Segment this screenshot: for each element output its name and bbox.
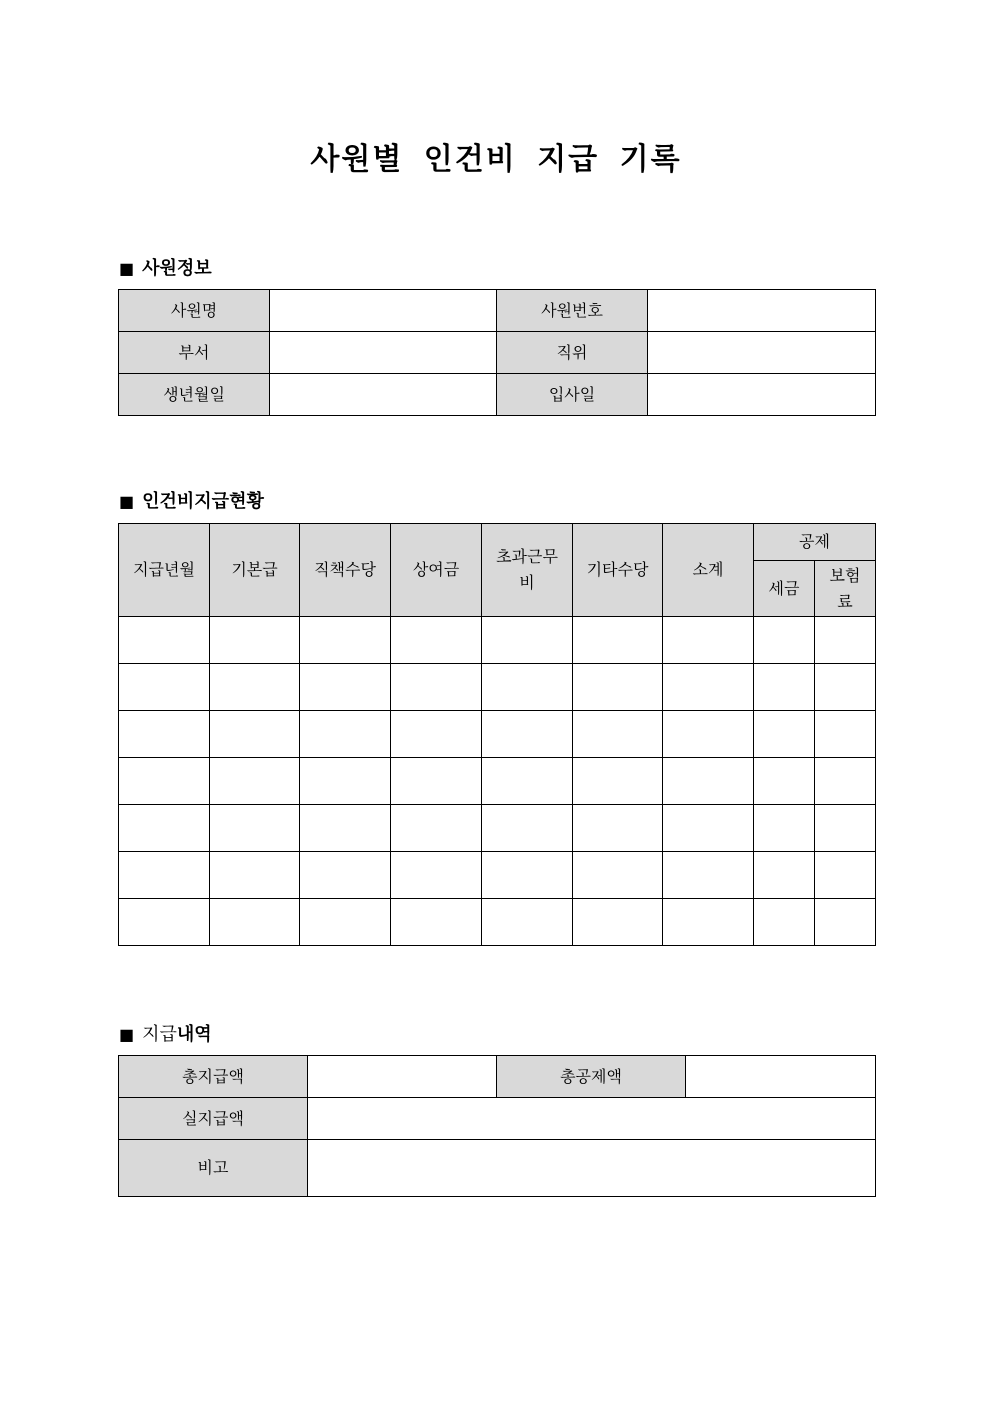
subtotal-cell[interactable] <box>663 617 754 664</box>
overtime-header <box>482 524 573 617</box>
insurance-cell[interactable] <box>815 899 876 946</box>
insurance-header-line1: 보험 <box>829 565 861 585</box>
bonus-cell[interactable] <box>391 617 482 664</box>
pay-month-cell[interactable] <box>119 805 210 852</box>
insurance-cell[interactable] <box>815 805 876 852</box>
employee-info-table <box>118 289 876 416</box>
pay-month-cell[interactable] <box>119 664 210 711</box>
position-field[interactable] <box>648 332 876 374</box>
bonus-cell[interactable] <box>391 758 482 805</box>
duty-allowance-cell[interactable] <box>300 805 391 852</box>
payment-detail-heading-part1: 지급 <box>142 1024 177 1045</box>
tax-cell[interactable] <box>754 805 815 852</box>
pay-month-header: 지급년월 <box>119 524 210 617</box>
summary-row <box>119 1098 876 1140</box>
join-date-field[interactable] <box>648 374 876 416</box>
payroll-row <box>119 617 876 664</box>
bonus-cell[interactable] <box>391 852 482 899</box>
summary-row <box>119 1056 876 1098</box>
payment-detail-heading-part2: 내역 <box>176 1024 212 1045</box>
other-allowance-cell[interactable] <box>573 805 663 852</box>
payroll-row <box>119 711 876 758</box>
other-allowance-cell[interactable] <box>573 899 663 946</box>
payment-summary-table <box>118 1055 876 1197</box>
payroll-row <box>119 758 876 805</box>
insurance-header <box>815 561 876 617</box>
insurance-cell[interactable] <box>815 758 876 805</box>
duty-allowance-cell[interactable] <box>300 664 391 711</box>
bonus-cell[interactable] <box>391 805 482 852</box>
subtotal-cell[interactable] <box>663 805 754 852</box>
base-pay-cell[interactable] <box>210 617 300 664</box>
base-pay-cell[interactable] <box>210 758 300 805</box>
subtotal-cell[interactable] <box>663 711 754 758</box>
tax-cell[interactable] <box>754 852 815 899</box>
name-label: 사원명 <box>119 290 270 332</box>
payroll-table <box>118 523 876 946</box>
remarks-label: 비고 <box>119 1140 308 1197</box>
department-field[interactable] <box>270 332 497 374</box>
bonus-cell[interactable] <box>391 664 482 711</box>
other-allowance-cell[interactable] <box>573 711 663 758</box>
overtime-cell[interactable] <box>482 664 573 711</box>
employee-info-row <box>119 290 876 332</box>
net-pay-label: 실지급액 <box>119 1098 308 1140</box>
square-bullet-icon: ■ <box>119 1025 135 1044</box>
pay-month-cell[interactable] <box>119 617 210 664</box>
birth-date-label: 생년월일 <box>119 374 270 416</box>
base-pay-cell[interactable] <box>210 852 300 899</box>
payroll-header-row <box>119 524 876 561</box>
employee-info-row <box>119 332 876 374</box>
insurance-cell[interactable] <box>815 617 876 664</box>
duty-allowance-header: 직책수당 <box>300 524 391 617</box>
payroll-status-heading <box>119 487 264 513</box>
document-title: 사원별 인건비 지급 기록 <box>310 142 682 177</box>
pay-month-cell[interactable] <box>119 852 210 899</box>
other-allowance-header: 기타수당 <box>573 524 663 617</box>
payroll-row <box>119 852 876 899</box>
tax-header: 세금 <box>754 561 815 617</box>
pay-month-cell[interactable] <box>119 899 210 946</box>
other-allowance-cell[interactable] <box>573 758 663 805</box>
payroll-status-heading-text: 인건비지급현황 <box>142 491 264 512</box>
overtime-cell[interactable] <box>482 852 573 899</box>
summary-row <box>119 1140 876 1197</box>
subtotal-cell[interactable] <box>663 899 754 946</box>
tax-cell[interactable] <box>754 758 815 805</box>
payroll-body <box>119 617 876 946</box>
total-deduction-field[interactable] <box>686 1056 876 1098</box>
overtime-cell[interactable] <box>482 758 573 805</box>
base-pay-cell[interactable] <box>210 899 300 946</box>
birth-date-field[interactable] <box>270 374 497 416</box>
subtotal-cell[interactable] <box>663 758 754 805</box>
payroll-row <box>119 664 876 711</box>
pay-month-cell[interactable] <box>119 758 210 805</box>
employee-info-heading-text: 사원정보 <box>142 258 212 279</box>
overtime-header-line2: 비 <box>519 573 535 592</box>
insurance-cell[interactable] <box>815 852 876 899</box>
employee-info-heading <box>119 254 212 280</box>
employee-id-field[interactable] <box>648 290 876 332</box>
pay-month-cell[interactable] <box>119 711 210 758</box>
employee-id-label: 사원번호 <box>497 290 648 332</box>
duty-allowance-cell[interactable] <box>300 711 391 758</box>
square-bullet-icon: ■ <box>119 492 135 511</box>
bonus-header: 상여금 <box>391 524 482 617</box>
total-pay-field[interactable] <box>308 1056 497 1098</box>
bonus-cell[interactable] <box>391 899 482 946</box>
payment-detail-heading <box>119 1020 212 1046</box>
base-pay-cell[interactable] <box>210 664 300 711</box>
total-deduction-label: 총공제액 <box>497 1056 686 1098</box>
duty-allowance-cell[interactable] <box>300 758 391 805</box>
other-allowance-cell[interactable] <box>573 852 663 899</box>
duty-allowance-cell[interactable] <box>300 899 391 946</box>
duty-allowance-cell[interactable] <box>300 617 391 664</box>
overtime-cell[interactable] <box>482 805 573 852</box>
tax-cell[interactable] <box>754 617 815 664</box>
tax-cell[interactable] <box>754 899 815 946</box>
position-label: 직위 <box>497 332 648 374</box>
overtime-header-line1: 초과근무 <box>496 547 558 566</box>
subtotal-cell[interactable] <box>663 664 754 711</box>
net-pay-field[interactable] <box>308 1098 876 1140</box>
total-pay-label: 총지급액 <box>119 1056 308 1098</box>
deduction-header: 공제 <box>754 524 876 561</box>
remarks-field[interactable] <box>308 1140 876 1197</box>
insurance-cell[interactable] <box>815 664 876 711</box>
payroll-row <box>119 805 876 852</box>
duty-allowance-cell[interactable] <box>300 852 391 899</box>
overtime-cell[interactable] <box>482 617 573 664</box>
base-pay-header: 기본급 <box>210 524 300 617</box>
join-date-label: 입사일 <box>497 374 648 416</box>
subtotal-cell[interactable] <box>663 852 754 899</box>
base-pay-cell[interactable] <box>210 805 300 852</box>
overtime-cell[interactable] <box>482 711 573 758</box>
payroll-row <box>119 899 876 946</box>
insurance-cell[interactable] <box>815 711 876 758</box>
overtime-cell[interactable] <box>482 899 573 946</box>
bonus-cell[interactable] <box>391 711 482 758</box>
tax-cell[interactable] <box>754 711 815 758</box>
square-bullet-icon: ■ <box>119 259 135 278</box>
name-field[interactable] <box>270 290 497 332</box>
tax-cell[interactable] <box>754 664 815 711</box>
base-pay-cell[interactable] <box>210 711 300 758</box>
department-label: 부서 <box>119 332 270 374</box>
insurance-header-line2: 료 <box>837 591 853 611</box>
subtotal-header: 소계 <box>663 524 754 617</box>
other-allowance-cell[interactable] <box>573 617 663 664</box>
other-allowance-cell[interactable] <box>573 664 663 711</box>
employee-info-row <box>119 374 876 416</box>
